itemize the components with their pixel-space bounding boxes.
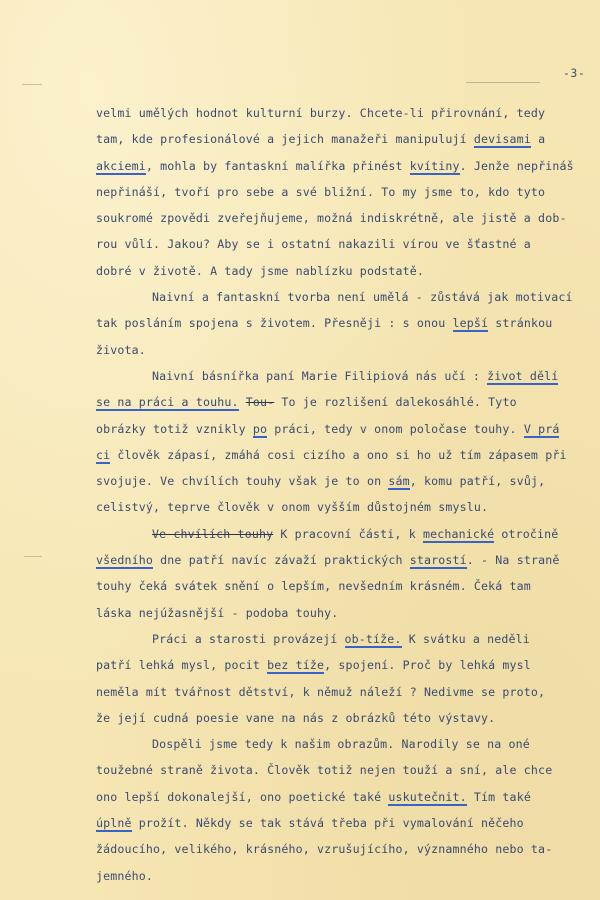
text-line: neměla mít tvářnost dětství, k němuž náleží ? Nedivme se proto, (96, 684, 546, 699)
underlined-text: starostí (409, 553, 467, 568)
text-line: akciemi, mohla by fantaskní malířka přinést kvítiny. Jenže nepřináš (96, 158, 574, 173)
text-line: celistvý, teprve člověk v onom vyšším důstojném smyslu. (96, 500, 489, 515)
text-line: obrázky totiž vznikly po práci, tedy v onom poločase touhy. V prá (96, 421, 560, 436)
underlined-text: sám (388, 474, 410, 489)
text-line: svojuje. Ve chvílích touhy však je to on sám, komu patří, svůj, (96, 474, 546, 489)
underlined-text: všedního (96, 553, 154, 568)
text-line: Naivní a fantaskní tvorba není umělá - zůstává jak motivací (152, 290, 573, 305)
underlined-text: lepší (452, 316, 489, 331)
text-line: úplně prožít. Někdy se tak stává třeba při vymalování něčeho (96, 816, 524, 831)
text-line: života. (96, 342, 146, 357)
text-line: Naivní básnířka paní Marie Filipiová nás učí : život dělí (152, 368, 559, 383)
text-line: Ve chvílích touhy K pracovní části, k mechanické otročině (152, 526, 559, 541)
margin-mark (24, 556, 42, 557)
text-line: Dospěli jsme tedy k našim obrazům. Narodily se na oné (152, 737, 530, 752)
text-line: všedního dne patří navíc závaží praktických starostí. - Na straně (96, 553, 560, 568)
underlined-text: ci (96, 447, 111, 462)
underlined-text: akciemi (96, 158, 146, 173)
text-line: Práci a starosti provázejí ob-tíže. K svátku a neděli (152, 631, 530, 646)
text-line: nepřináší, tvoří pro sebe a své bližní. To my jsme to, kdo tyto (96, 184, 546, 199)
underlined-text: úplně (96, 816, 132, 831)
struck-text: Tou- (245, 395, 275, 410)
underlined-text: V prá (523, 421, 560, 436)
text-line: touhy čeká svátek snění o lepším, nevšedním krásném. Čeká tam (96, 579, 531, 594)
text-line: rou vůlí. Jakou? Aby se i ostatní nakazili vírou ve šťastné a (96, 237, 531, 252)
underlined-text: devisami (473, 132, 531, 147)
text-line: dobré v životě. A tady jsme nablízku podstatě. (96, 263, 424, 278)
underlined-text: bez tíže (267, 658, 325, 673)
text-line: že její cudná poesie vane na nás z obrázků této výstavy. (96, 710, 496, 725)
underlined-text: po (252, 421, 268, 436)
body-text (96, 100, 600, 889)
text-line: tak posláním spojena s životem. Přesněji : s onou lepší stránkou (96, 316, 553, 331)
margin-mark (22, 84, 42, 85)
struck-text: Ve chvílích touhy (152, 526, 274, 541)
underlined-text: uskutečnit. (388, 789, 467, 804)
text-line: láska nejúžasnější - podoba touhy. (96, 605, 339, 620)
text-line: soukromé zpovědi zveřejňujeme, možná indiskrétně, ale jistě a dob- (96, 211, 567, 226)
text-line: ci člověk zápasí, zmáhá cosi cizího a ono si ho už tím zápasem při (96, 447, 567, 462)
text-line: se na práci a touhu. Tou- To je rozlišení dalekosáhlé. Tyto (96, 395, 517, 410)
underlined-text: kvítiny (409, 158, 460, 173)
underlined-text: život dělí (487, 368, 559, 383)
text-line: velmi umělých hodnot kulturní burzy. Chcete-li přirovnání, tedy (96, 106, 546, 120)
underlined-text: se na práci a touhu. (96, 395, 239, 410)
header-rule (466, 82, 540, 83)
page-number: -3- (563, 66, 586, 80)
text-line: patří lehká mysl, pocit bez tíže, spojení. Proč by lehká mysl (96, 658, 531, 673)
text-line: tam, kde profesionálové a jejich manažeři manipulují devisami a (96, 132, 546, 147)
text-line: toužebné straně života. Člověk totiž nejen touží a sní, ale chce (96, 763, 553, 778)
text-line: jemného. (96, 868, 154, 883)
underlined-text: ob-tíže. (344, 631, 402, 646)
text-line: ono lepší dokonalejší, ono poetické také uskutečnit. Tím také (96, 789, 531, 804)
text-line: žádoucího, velikého, krásného, vzrušujícího, významného nebo ta- (96, 842, 553, 857)
underlined-text: mechanické (422, 526, 495, 541)
